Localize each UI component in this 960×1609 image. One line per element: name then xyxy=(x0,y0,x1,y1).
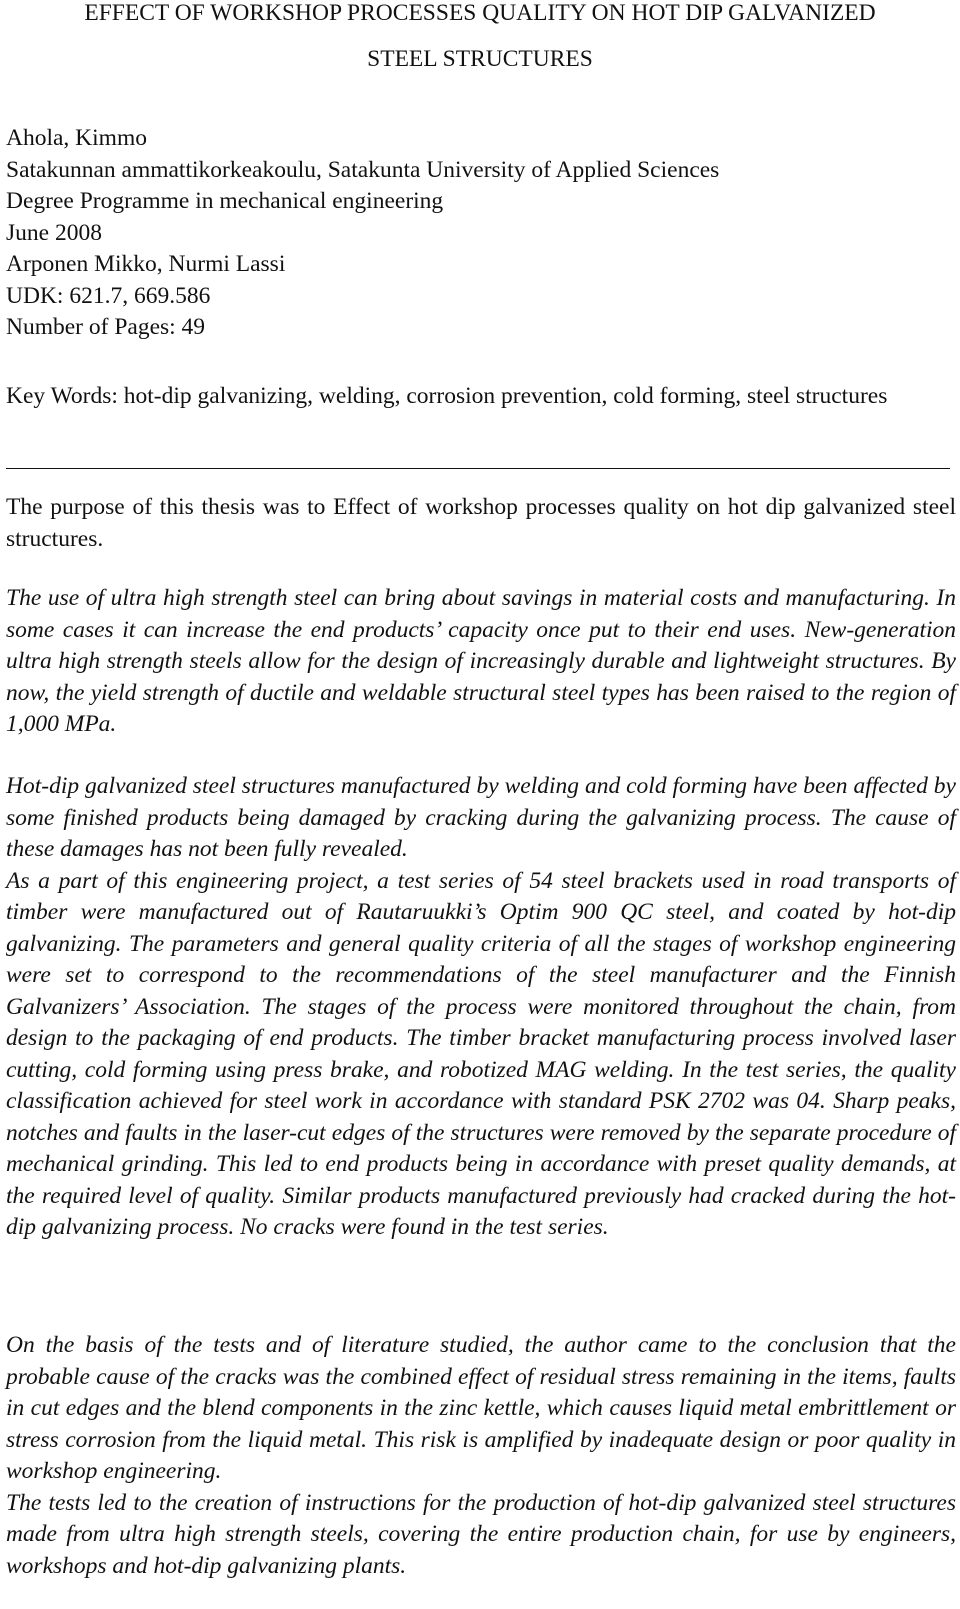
abstract-text: The tests led to the creation of instructions for the production of hot-dip galvanized steel structures made from ultra high strength steels, covering the entire production chain, for use by engineers, workshops and hot-dip galvanizing plants. xyxy=(6,1489,956,1579)
abstract-paragraph-1 xyxy=(6,583,956,741)
document-title-line-2: STEEL STRUCTURES xyxy=(367,46,593,72)
abstract-paragraph-3 xyxy=(6,1330,956,1582)
abstract-text: Hot-dip galvanized steel structures manufactured by welding and cold forming have been affected by some finished products being damaged by cracking during the galvanizing process. The cause of these damages has not been fully revealed. xyxy=(6,773,956,862)
document-title-line-1: EFFECT OF WORKSHOP PROCESSES QUALITY ON HOT DIP GALVANIZED xyxy=(84,0,876,26)
author-name: Ahola, Kimmo xyxy=(6,125,147,151)
section-divider xyxy=(6,468,950,469)
supervisors: Arponen Mikko, Nurmi Lassi xyxy=(6,251,286,277)
udk-classification: UDK: 621.7, 669.586 xyxy=(6,282,211,309)
abstract-paragraph-2 xyxy=(6,771,956,1244)
publication-date: June 2008 xyxy=(6,219,102,246)
abstract-text: The use of ultra high strength steel can bring about savings in material costs and manufacturing. In some cases it can increase the end products’ capacity once put to their end uses. New-generation ultra high strength steels allow for the design of increasingly durable and lightweight structures. By now, the yield strength of ductile and weldable structural steel types has been raised to the region of 1,000 MPa. xyxy=(6,585,956,737)
degree-programme: Degree Programme in mechanical engineering xyxy=(6,188,444,214)
thesis-purpose: The purpose of this thesis was to Effect of workshop processes quality on hot dip galvanized steel structures. xyxy=(6,494,956,552)
thesis-metadata xyxy=(6,123,946,344)
abstract-text: On the basis of the tests and of literature studied, the author came to the conclusion that the probable cause of the cracks was the combined effect of residual stress remaining in the items, faults in cut edges and the blend components in the zinc kettle, which causes liquid metal embrittlement or stress corrosion from the liquid metal. This risk is amplified by inadequate design or poor quality in workshop engineering. xyxy=(6,1332,956,1484)
page-count: Number of Pages: 49 xyxy=(6,314,206,340)
institution-name: Satakunnan ammattikorkeakoulu, Satakunta University of Applied Sciences xyxy=(6,156,720,183)
keywords: Key Words: hot-dip galvanizing, welding, corrosion prevention, cold forming, steel structures xyxy=(6,383,888,409)
abstract-text: As a part of this engineering project, a test series of 54 steel brackets used in road transports of timber were manufactured out of Rautaruukki’s Optim 900 QC steel, and coated by hot-dip galvanizing. The parameters and general quality criteria of all the stages of workshop engineering were set to correspond to the recommendations of the steel manufacturer and the Finnish Galvanizers’ Association. The stages of the process were monitored throughout the chain, from design to the packaging of end products. The timber bracket manufacturing process involved laser cutting, cold forming using press brake, and robotized MAG welding. In the test series, the quality classification achieved for steel work in accordance with standard PSK 2702 was 04. Sharp peaks, notches and faults in the laser-cut edges of the structures were removed by the separate procedure of mechanical grinding. This led to end products being in accordance with preset quality demands, at the required level of quality. Similar products manufactured previously had cracked during the hot-dip galvanizing process. No cracks were found in the test series. xyxy=(6,867,956,1240)
